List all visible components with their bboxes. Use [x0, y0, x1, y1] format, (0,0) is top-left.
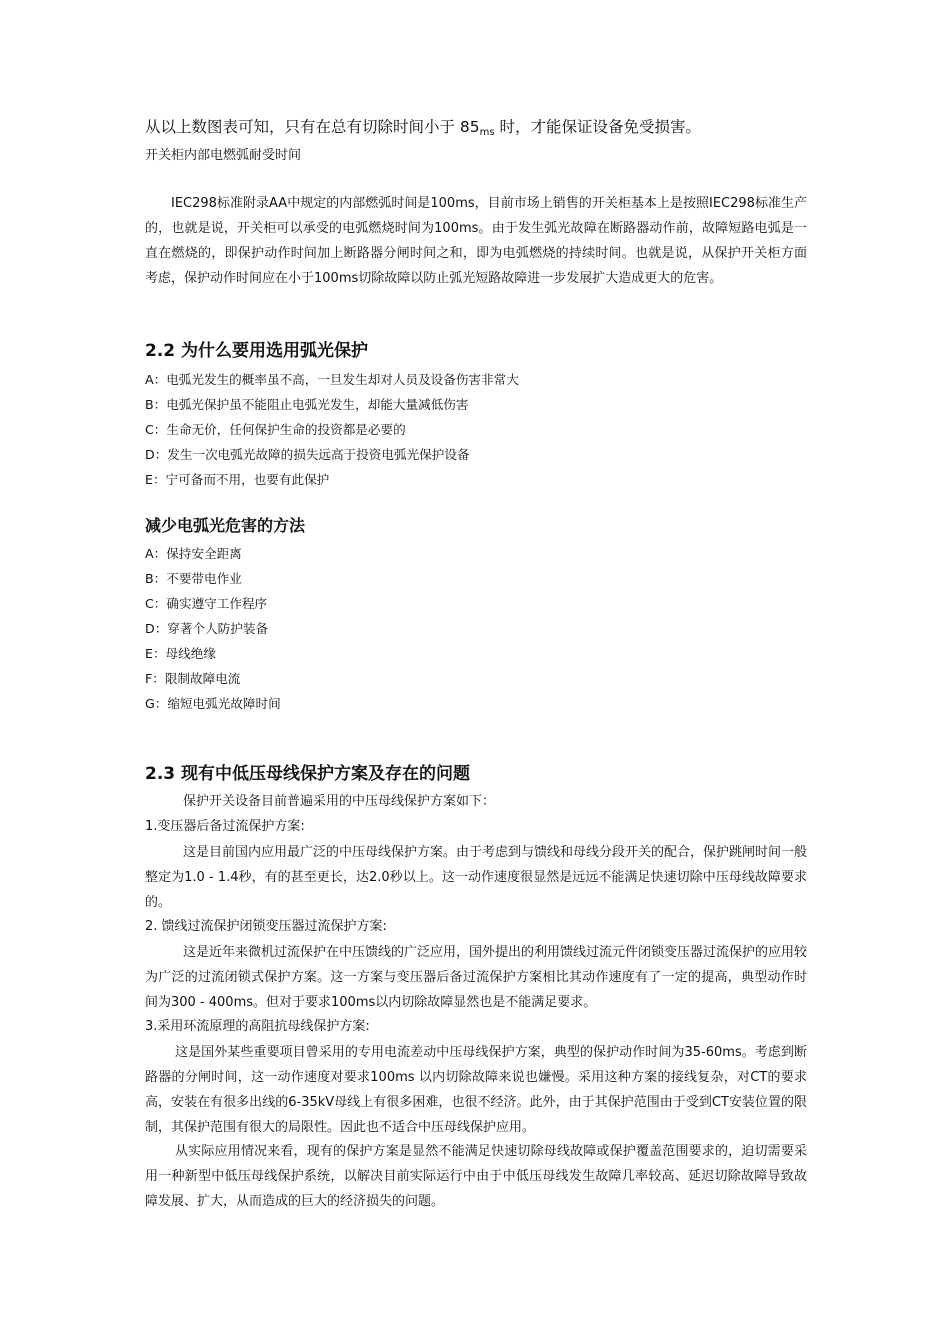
lead-text-end: 时，才能保证设备免受损害。	[494, 118, 702, 136]
list-item: E：母线绝缘	[145, 646, 216, 661]
lead-text: 从以上数图表可知，只有在总有切除时间小于 85	[145, 118, 480, 136]
list-item: C：生命无价，任何保护生命的投资都是必要的	[145, 422, 406, 437]
list-item: E：宁可备而不用，也要有此保护	[145, 472, 330, 487]
scheme-1-title: 1.变压器后备过流保护方案:	[145, 819, 305, 834]
section-intro: 保护开关设备目前普遍采用的中压母线保护方案如下：	[183, 794, 496, 809]
list-item: C：确实遵守工作程序	[145, 596, 268, 611]
list-item: B：电弧光保护虽不能阻止电弧光发生，却能大量减低伤害	[145, 397, 469, 412]
list-item: B：不要带电作业	[145, 571, 242, 586]
reasons-list	[145, 367, 807, 492]
lead-unit-subscript: ms	[479, 127, 495, 138]
heading-2-3: 2.3 现有中低压母线保护方案及存在的问题	[145, 764, 471, 784]
lead-sentence	[145, 116, 807, 144]
methods-list	[145, 541, 807, 716]
scheme-1-body: 这是目前国内应用最广泛的中压母线保护方案。由于考虑到与馈线和母线分段开关的配合，保护跳闸时间一般整定为1.0 - 1.4秒，有的甚至更长，达2.0秒以上。这一动作速度很显然是远远不能满足快速切除中压母线故障要求的。	[145, 845, 808, 910]
scheme-3-title: 3.采用环流原理的高阻抗母线保护方案:	[145, 1019, 370, 1034]
list-item: G：缩短电弧光故障时间	[145, 696, 281, 711]
scheme-2-title: 2. 馈线过流保护闭锁变压器过流保护方案:	[145, 919, 387, 934]
conclusion-paragraph: 从实际应用情况来看，现有的保护方案是显然不能满足快速切除母线故障或保护覆盖范围要求的，迫切需要采用一种新型中低压母线保护系统，以解决目前实际运行中由于中低压母线发生故障几率较高、延迟切除故障导致故障发展、扩大，从而造成的巨大的经济损失的问题。	[145, 1144, 807, 1209]
list-item: A：保持安全距离	[145, 546, 242, 561]
list-item: A：电弧光发生的概率虽不高，一旦发生却对人员及设备伤害非常大	[145, 372, 519, 387]
list-item: F：限制故障电流	[145, 671, 241, 686]
paragraph-iec298: IEC298标准附录AA中规定的内部燃弧时间是100ms，目前市场上销售的开关柜基本上是按照IEC298标准生产的，也就是说，开关柜可以承受的电弧燃烧时间为100ms。由于发生弧光故障在断路器动作前，故障短路电弧是一直在燃烧的，即保护动作时间加上断路器分闸时间之和，即为电弧燃烧的持续时间。也就是说，从保护开关柜方面考虑，保护动作时间应在小于100ms切除故障以防止弧光短路故障进一步发展扩大造成更大的危害。	[145, 196, 807, 286]
subtitle: 开关柜内部电燃弧耐受时间	[145, 148, 302, 163]
list-item: D：发生一次电弧光故障的损失远高于投资电弧光保护设备	[145, 447, 470, 462]
heading-2-2: 2.2 为什么要用选用弧光保护	[145, 341, 369, 361]
heading-methods: 减少电弧光危害的方法	[145, 516, 306, 535]
scheme-2-body: 这是近年来微机过流保护在中压馈线的广泛应用，国外提出的利用馈线过流元件闭锁变压器过流保护的应用较为广泛的过流闭锁式保护方案。这一方案与变压器后备过流保护方案相比其动作速度有了一定的提高，典型动作时间为300 - 400ms。但对于要求100ms以内切除故障显然也是不能满足要求。	[145, 945, 808, 1010]
list-item: D：穿著个人防护装备	[145, 621, 269, 636]
scheme-3-body: 这是国外某些重要项目曾采用的专用电流差动中压母线保护方案，典型的保护动作时间为35-60ms。考虑到断路器的分闸时间，这一动作速度对要求100ms 以内切除故障来说也嫌慢。采用这种方案的接线复杂，对CT的要求高，安装在有很多出线的6-35kV母线上有很多困难，也很不经济。此外，由于其保护范围由于受到CT安装位置的限制，其保护范围有很大的局限性。因此也不适合中压母线保护应用。	[145, 1045, 807, 1135]
